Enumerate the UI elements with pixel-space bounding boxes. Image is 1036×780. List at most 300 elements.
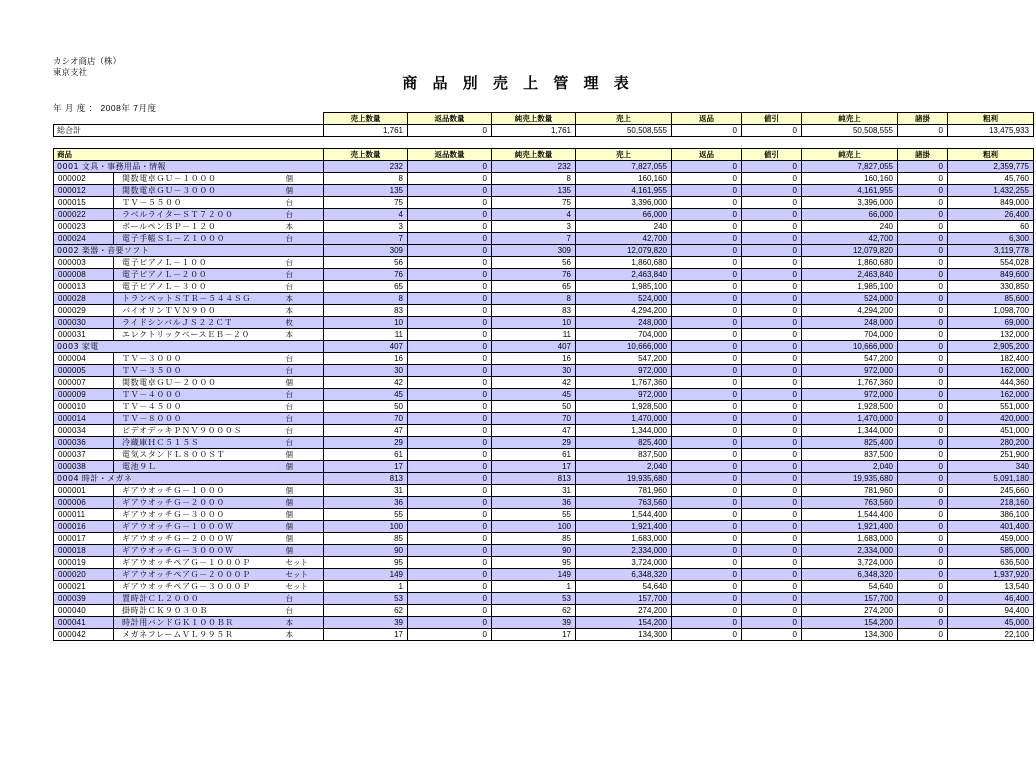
product-name: 電子ピアノＬ－１００ <box>114 257 284 269</box>
cell-net-sales: 837,500 <box>802 449 898 461</box>
cell-return-qty: 0 <box>408 557 492 569</box>
table-row <box>54 389 1034 401</box>
cell-sales-qty: 30 <box>324 365 408 377</box>
group-gross-profit: 2,905,200 <box>948 341 1034 353</box>
group-gross-profit: 2,359,775 <box>948 161 1034 173</box>
cell-gross-profit: 849,600 <box>948 269 1034 281</box>
cell-expenses: 0 <box>898 509 948 521</box>
cell-discount: 0 <box>742 173 802 185</box>
cell-returns: 0 <box>672 509 742 521</box>
product-code: 000011 <box>54 509 114 521</box>
product-code: 000020 <box>54 569 114 581</box>
cell-net-qty: 50 <box>492 401 576 413</box>
cell-discount: 0 <box>742 377 802 389</box>
product-code: 000001 <box>54 485 114 497</box>
cell-net-qty: 7 <box>492 233 576 245</box>
cell-expenses: 0 <box>898 593 948 605</box>
cell-discount: 0 <box>742 497 802 509</box>
cell-return-qty: 0 <box>408 305 492 317</box>
cell-returns: 0 <box>672 425 742 437</box>
cell-returns: 0 <box>672 593 742 605</box>
table-row <box>54 437 1034 449</box>
cell-sales: 972,000 <box>576 389 672 401</box>
cell-discount: 0 <box>742 209 802 221</box>
cell-net-qty: 29 <box>492 437 576 449</box>
cell-net-sales: 240 <box>802 221 898 233</box>
cell-sales: 3,724,000 <box>576 557 672 569</box>
cell-gross-profit: 444,360 <box>948 377 1034 389</box>
cell-net-qty: 10 <box>492 317 576 329</box>
cell-net-sales: 1,544,400 <box>802 509 898 521</box>
product-unit: セット <box>284 569 324 581</box>
cell-expenses: 0 <box>898 185 948 197</box>
cell-discount: 0 <box>742 365 802 377</box>
cell-return-qty: 0 <box>408 509 492 521</box>
product-name: ギアウオッチペアＧ－３０００Ｐ <box>114 581 284 593</box>
table-row <box>54 485 1034 497</box>
cell-expenses: 0 <box>898 413 948 425</box>
cell-expenses: 0 <box>898 377 948 389</box>
cell-sales-qty: 90 <box>324 545 408 557</box>
cell-return-qty: 0 <box>408 173 492 185</box>
group-returns: 0 <box>672 161 742 173</box>
cell-returns: 0 <box>672 293 742 305</box>
cell-gross-profit: 1,098,700 <box>948 305 1034 317</box>
summary-header-sales-qty: 売上数量 <box>324 113 408 125</box>
summary-header-expenses: 諸掛 <box>898 113 948 125</box>
cell-net-qty: 100 <box>492 521 576 533</box>
cell-expenses: 0 <box>898 197 948 209</box>
product-name: ギアウオッチＧ－２０００Ｗ <box>114 533 284 545</box>
group-gross-profit: 5,091,180 <box>948 473 1034 485</box>
cell-sales-qty: 8 <box>324 173 408 185</box>
detail-header-returns: 返品 <box>672 149 742 161</box>
cell-net-qty: 8 <box>492 173 576 185</box>
cell-returns: 0 <box>672 269 742 281</box>
product-code: 000022 <box>54 209 114 221</box>
cell-return-qty: 0 <box>408 413 492 425</box>
group-return-qty: 0 <box>408 473 492 485</box>
cell-sales-qty: 45 <box>324 389 408 401</box>
cell-net-qty: 17 <box>492 629 576 641</box>
table-row <box>54 521 1034 533</box>
cell-return-qty: 0 <box>408 545 492 557</box>
cell-discount: 0 <box>742 197 802 209</box>
cell-sales: 1,344,000 <box>576 425 672 437</box>
cell-expenses: 0 <box>898 497 948 509</box>
cell-net-sales: 66,000 <box>802 209 898 221</box>
product-unit: 本 <box>284 221 324 233</box>
cell-gross-profit: 1,937,920 <box>948 569 1034 581</box>
product-name: 電気スタンドＬ８００ＳＴ <box>114 449 284 461</box>
cell-sales-qty: 7 <box>324 233 408 245</box>
product-unit: 本 <box>284 329 324 341</box>
cell-net-sales: 704,000 <box>802 329 898 341</box>
cell-net-qty: 53 <box>492 593 576 605</box>
product-code: 000005 <box>54 365 114 377</box>
cell-sales-qty: 10 <box>324 317 408 329</box>
cell-gross-profit: 162,000 <box>948 365 1034 377</box>
product-code: 000013 <box>54 281 114 293</box>
product-name: ギアウオッチＧ－２０００ <box>114 497 284 509</box>
cell-return-qty: 0 <box>408 269 492 281</box>
cell-return-qty: 0 <box>408 497 492 509</box>
cell-gross-profit: 60 <box>948 221 1034 233</box>
cell-returns: 0 <box>672 173 742 185</box>
cell-discount: 0 <box>742 257 802 269</box>
cell-sales-qty: 85 <box>324 533 408 545</box>
cell-discount: 0 <box>742 329 802 341</box>
summary-header-sales: 売上 <box>576 113 672 125</box>
summary-table <box>53 112 1034 137</box>
cell-sales-qty: 4 <box>324 209 408 221</box>
cell-sales: 2,334,000 <box>576 545 672 557</box>
cell-net-sales: 1,344,000 <box>802 425 898 437</box>
cell-net-sales: 54,640 <box>802 581 898 593</box>
cell-net-qty: 47 <box>492 425 576 437</box>
cell-gross-profit: 401,400 <box>948 521 1034 533</box>
table-row <box>54 593 1034 605</box>
cell-return-qty: 0 <box>408 257 492 269</box>
product-name: ボールペンＢＰ－１２０ <box>114 221 284 233</box>
product-name: トランペットＳＴＲ－５４４ＳＧ <box>114 293 284 305</box>
cell-gross-profit: 132,000 <box>948 329 1034 341</box>
cell-discount: 0 <box>742 389 802 401</box>
cell-returns: 0 <box>672 629 742 641</box>
product-unit: 個 <box>284 377 324 389</box>
cell-sales: 4,294,200 <box>576 305 672 317</box>
group-return-qty: 0 <box>408 341 492 353</box>
product-code: 000012 <box>54 185 114 197</box>
cell-sales-qty: 100 <box>324 521 408 533</box>
product-unit: 個 <box>284 521 324 533</box>
cell-returns: 0 <box>672 401 742 413</box>
cell-discount: 0 <box>742 305 802 317</box>
product-name: ラベルライターＳＴ７２００ <box>114 209 284 221</box>
product-code: 000031 <box>54 329 114 341</box>
cell-sales: 2,463,840 <box>576 269 672 281</box>
product-code: 000017 <box>54 533 114 545</box>
cell-return-qty: 0 <box>408 233 492 245</box>
group-return-qty: 0 <box>408 161 492 173</box>
grand-total-row <box>54 125 1034 137</box>
cell-expenses: 0 <box>898 209 948 221</box>
cell-gross-profit: 459,000 <box>948 533 1034 545</box>
cell-gross-profit: 386,100 <box>948 509 1034 521</box>
cell-discount: 0 <box>742 617 802 629</box>
cell-sales-qty: 135 <box>324 185 408 197</box>
cell-net-sales: 160,160 <box>802 173 898 185</box>
group-net-sales: 12,079,820 <box>802 245 898 257</box>
cell-sales: 2,040 <box>576 461 672 473</box>
cell-gross-profit: 251,900 <box>948 449 1034 461</box>
product-code: 000009 <box>54 389 114 401</box>
cell-net-sales: 6,348,320 <box>802 569 898 581</box>
cell-expenses: 0 <box>898 605 948 617</box>
cell-sales-qty: 55 <box>324 509 408 521</box>
cell-gross-profit: 554,028 <box>948 257 1034 269</box>
cell-expenses: 0 <box>898 485 948 497</box>
cell-sales: 4,161,955 <box>576 185 672 197</box>
cell-return-qty: 0 <box>408 293 492 305</box>
cell-discount: 0 <box>742 593 802 605</box>
cell-gross-profit: 340 <box>948 461 1034 473</box>
product-name: ＴＶ－４０００ <box>114 389 284 401</box>
cell-sales: 248,000 <box>576 317 672 329</box>
cell-net-sales: 2,040 <box>802 461 898 473</box>
page-title: 商 品 別 売 上 管 理 表 <box>402 74 634 92</box>
table-row <box>54 533 1034 545</box>
cell-net-sales: 2,463,840 <box>802 269 898 281</box>
product-code: 000006 <box>54 497 114 509</box>
cell-return-qty: 0 <box>408 197 492 209</box>
group-name: 0004 時計・メガネ <box>54 473 324 485</box>
company-name: カシオ商店（株） <box>53 56 122 66</box>
group-total-row <box>54 161 1034 173</box>
table-row <box>54 209 1034 221</box>
group-net-sales: 7,827,055 <box>802 161 898 173</box>
cell-discount: 0 <box>742 605 802 617</box>
cell-net-sales: 3,724,000 <box>802 557 898 569</box>
cell-discount: 0 <box>742 533 802 545</box>
table-row <box>54 281 1034 293</box>
group-expenses: 0 <box>898 341 948 353</box>
product-name: ＴＶ－４５００ <box>114 401 284 413</box>
product-code: 000008 <box>54 269 114 281</box>
product-name: 関数電卓ＧＵ－１０００ <box>114 173 284 185</box>
cell-sales: 704,000 <box>576 329 672 341</box>
cell-returns: 0 <box>672 329 742 341</box>
grand-total-net-qty: 1,761 <box>492 125 576 137</box>
cell-net-sales: 4,161,955 <box>802 185 898 197</box>
cell-expenses: 0 <box>898 389 948 401</box>
cell-sales: 781,960 <box>576 485 672 497</box>
cell-sales: 6,348,320 <box>576 569 672 581</box>
cell-net-qty: 83 <box>492 305 576 317</box>
cell-discount: 0 <box>742 437 802 449</box>
grand-total-expenses: 0 <box>898 125 948 137</box>
cell-sales: 54,640 <box>576 581 672 593</box>
detail-header-product: 商品 <box>54 149 324 161</box>
group-returns: 0 <box>672 245 742 257</box>
cell-return-qty: 0 <box>408 605 492 617</box>
product-name: ビデオデッキＰＮＶ９０００Ｓ <box>114 425 284 437</box>
product-unit: 個 <box>284 185 324 197</box>
cell-expenses: 0 <box>898 437 948 449</box>
group-returns: 0 <box>672 473 742 485</box>
cell-returns: 0 <box>672 209 742 221</box>
product-unit: 台 <box>284 389 324 401</box>
cell-discount: 0 <box>742 545 802 557</box>
cell-discount: 0 <box>742 281 802 293</box>
cell-gross-profit: 551,000 <box>948 401 1034 413</box>
cell-return-qty: 0 <box>408 353 492 365</box>
cell-gross-profit: 94,400 <box>948 605 1034 617</box>
product-code: 000019 <box>54 557 114 569</box>
table-row <box>54 221 1034 233</box>
cell-expenses: 0 <box>898 293 948 305</box>
product-code: 000002 <box>54 173 114 185</box>
group-sales: 12,079,820 <box>576 245 672 257</box>
product-unit: 本 <box>284 305 324 317</box>
grand-total-returns: 0 <box>672 125 742 137</box>
cell-sales: 274,200 <box>576 605 672 617</box>
cell-expenses: 0 <box>898 545 948 557</box>
cell-discount: 0 <box>742 185 802 197</box>
cell-sales: 3,396,000 <box>576 197 672 209</box>
cell-gross-profit: 45,760 <box>948 173 1034 185</box>
cell-returns: 0 <box>672 305 742 317</box>
cell-return-qty: 0 <box>408 185 492 197</box>
product-unit: 枚 <box>284 317 324 329</box>
cell-discount: 0 <box>742 521 802 533</box>
cell-discount: 0 <box>742 413 802 425</box>
product-unit: 個 <box>284 461 324 473</box>
product-code: 000037 <box>54 449 114 461</box>
cell-gross-profit: 45,000 <box>948 617 1034 629</box>
cell-expenses: 0 <box>898 425 948 437</box>
cell-net-sales: 154,200 <box>802 617 898 629</box>
cell-sales: 42,700 <box>576 233 672 245</box>
grand-total-sales-qty: 1,761 <box>324 125 408 137</box>
product-name: ＴＶ－８０００ <box>114 413 284 425</box>
cell-sales: 763,560 <box>576 497 672 509</box>
cell-return-qty: 0 <box>408 581 492 593</box>
product-unit: 個 <box>284 449 324 461</box>
detail-header-sales-qty: 売上数量 <box>324 149 408 161</box>
cell-sales-qty: 11 <box>324 329 408 341</box>
cell-net-qty: 42 <box>492 377 576 389</box>
table-row <box>54 401 1034 413</box>
detail-header-discount: 値引 <box>742 149 802 161</box>
cell-expenses: 0 <box>898 533 948 545</box>
product-name: ギアウオッチＧ－３０００Ｗ <box>114 545 284 557</box>
grand-total-label: 総合計 <box>54 125 324 137</box>
cell-return-qty: 0 <box>408 569 492 581</box>
detail-header-net-sales: 純売上 <box>802 149 898 161</box>
summary-header-returns: 返品 <box>672 113 742 125</box>
cell-gross-profit: 6,300 <box>948 233 1034 245</box>
cell-sales: 240 <box>576 221 672 233</box>
table-row <box>54 425 1034 437</box>
cell-discount: 0 <box>742 401 802 413</box>
cell-return-qty: 0 <box>408 209 492 221</box>
cell-returns: 0 <box>672 377 742 389</box>
cell-returns: 0 <box>672 413 742 425</box>
cell-gross-profit: 330,850 <box>948 281 1034 293</box>
cell-gross-profit: 218,160 <box>948 497 1034 509</box>
product-code: 000024 <box>54 233 114 245</box>
cell-discount: 0 <box>742 449 802 461</box>
cell-sales-qty: 70 <box>324 413 408 425</box>
cell-net-qty: 39 <box>492 617 576 629</box>
product-code: 000029 <box>54 305 114 317</box>
group-sales-qty: 232 <box>324 161 408 173</box>
product-name: 冷蔵庫ＨＣ５１５Ｓ <box>114 437 284 449</box>
product-unit: 台 <box>284 401 324 413</box>
cell-net-qty: 11 <box>492 329 576 341</box>
cell-net-sales: 763,560 <box>802 497 898 509</box>
cell-return-qty: 0 <box>408 593 492 605</box>
cell-gross-profit: 280,200 <box>948 437 1034 449</box>
cell-expenses: 0 <box>898 329 948 341</box>
table-row <box>54 629 1034 641</box>
cell-return-qty: 0 <box>408 461 492 473</box>
cell-sales-qty: 16 <box>324 353 408 365</box>
product-name: 電子手帳ＳＬ－Ｚ１０００ <box>114 233 284 245</box>
summary-header-gross-profit: 粗利 <box>948 113 1034 125</box>
cell-sales-qty: 17 <box>324 629 408 641</box>
cell-return-qty: 0 <box>408 521 492 533</box>
cell-sales-qty: 75 <box>324 197 408 209</box>
detail-header-return-qty: 返品数量 <box>408 149 492 161</box>
cell-sales-qty: 50 <box>324 401 408 413</box>
group-discount: 0 <box>742 341 802 353</box>
cell-expenses: 0 <box>898 317 948 329</box>
cell-returns: 0 <box>672 257 742 269</box>
product-name: ギアウオッチＧ－３０００ <box>114 509 284 521</box>
cell-gross-profit: 13,540 <box>948 581 1034 593</box>
cell-return-qty: 0 <box>408 377 492 389</box>
cell-net-qty: 36 <box>492 497 576 509</box>
product-code: 000003 <box>54 257 114 269</box>
product-code: 000018 <box>54 545 114 557</box>
company-branch: 東京支社 <box>53 67 88 77</box>
table-row <box>54 269 1034 281</box>
cell-returns: 0 <box>672 485 742 497</box>
cell-sales: 1,860,680 <box>576 257 672 269</box>
cell-net-qty: 135 <box>492 185 576 197</box>
cell-net-qty: 90 <box>492 545 576 557</box>
cell-expenses: 0 <box>898 221 948 233</box>
cell-return-qty: 0 <box>408 425 492 437</box>
cell-sales: 524,000 <box>576 293 672 305</box>
cell-sales-qty: 95 <box>324 557 408 569</box>
product-code: 000010 <box>54 401 114 413</box>
cell-net-qty: 85 <box>492 533 576 545</box>
cell-sales-qty: 76 <box>324 269 408 281</box>
table-row <box>54 365 1034 377</box>
cell-discount: 0 <box>742 629 802 641</box>
cell-return-qty: 0 <box>408 389 492 401</box>
cell-expenses: 0 <box>898 617 948 629</box>
cell-net-sales: 1,921,400 <box>802 521 898 533</box>
cell-discount: 0 <box>742 221 802 233</box>
table-row <box>54 329 1034 341</box>
table-row <box>54 353 1034 365</box>
grand-total-gross-profit: 13,475,933 <box>948 125 1034 137</box>
table-row <box>54 293 1034 305</box>
cell-return-qty: 0 <box>408 533 492 545</box>
cell-net-sales: 547,200 <box>802 353 898 365</box>
cell-return-qty: 0 <box>408 281 492 293</box>
cell-gross-profit: 46,400 <box>948 593 1034 605</box>
product-name: バイオリンＴＶＮ９００ <box>114 305 284 317</box>
cell-expenses: 0 <box>898 173 948 185</box>
cell-returns: 0 <box>672 605 742 617</box>
product-unit: 台 <box>284 209 324 221</box>
product-name: 関数電卓ＧＵ－３０００ <box>114 185 284 197</box>
group-discount: 0 <box>742 161 802 173</box>
cell-gross-profit: 585,000 <box>948 545 1034 557</box>
cell-returns: 0 <box>672 353 742 365</box>
cell-expenses: 0 <box>898 521 948 533</box>
group-returns: 0 <box>672 341 742 353</box>
cell-sales-qty: 36 <box>324 497 408 509</box>
cell-sales: 157,700 <box>576 593 672 605</box>
product-name: ギアウオッチペアＧ－１０００Ｐ <box>114 557 284 569</box>
cell-expenses: 0 <box>898 581 948 593</box>
